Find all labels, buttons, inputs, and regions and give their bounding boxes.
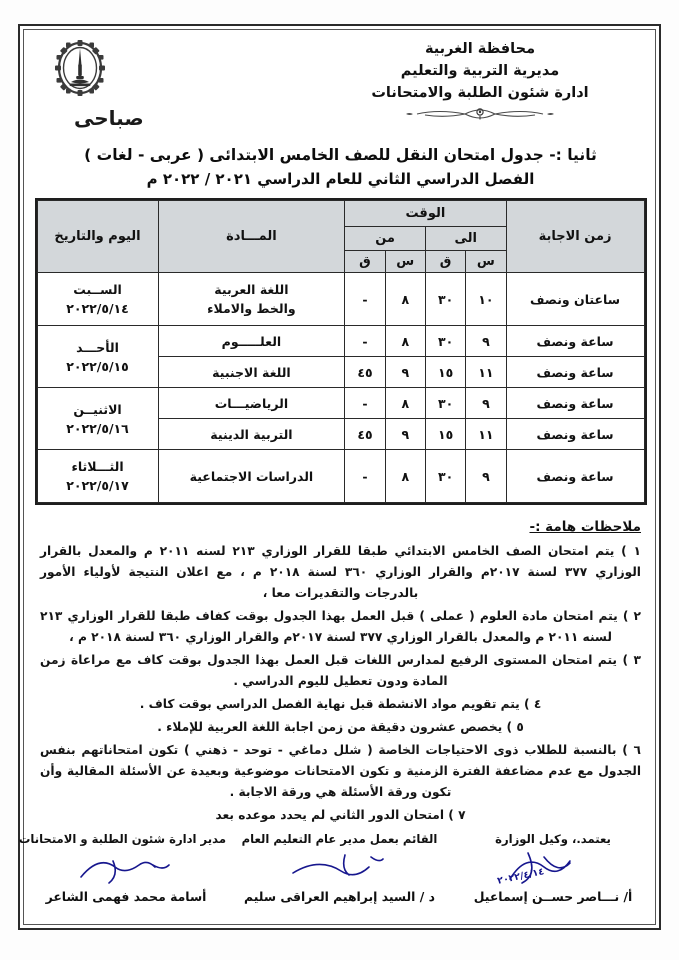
signature-name: د / السيد إبراهيم العراقى سليم [244,889,435,904]
th-time-group: الوقت [345,201,506,227]
signature-role: القائم بعمل مدير عام التعليم العام [241,832,438,846]
signature-row [18,832,653,904]
cell-to-hour: ١١ [466,419,506,450]
notes-title: ملاحظات هامة :- [529,519,641,535]
th-from: من [345,227,426,251]
table-row [37,450,644,503]
cell-subject [158,357,345,388]
table-head [37,201,644,273]
governorate-line: محافظة الغربية [424,41,536,57]
th-to: الى [425,227,506,251]
directorate-line: مديرية التربية والتعليم [400,63,560,79]
signature-block [240,832,440,904]
cell-from-minute: ٤٥ [345,419,385,450]
cell-subject [158,388,345,419]
exam-schedule-table [37,200,645,503]
day-name: الســبت [73,282,122,297]
logo-area [48,36,144,130]
signature-role: يعتمد.، وكيل الوزارة [495,832,611,846]
schedule-table-wrapper [35,198,647,505]
th-from-minute: ق [345,251,385,273]
cell-from-minute: - [345,388,385,419]
th-to-minute: ق [425,251,465,273]
cell-from-minute: ٤٥ [345,357,385,388]
table-row [37,273,644,326]
cell-answer-time: ساعة ونصف [506,326,644,357]
subject-line-1: الدراسات الاجتماعية [189,468,314,484]
signature-block [453,832,653,904]
cell-to-hour: ٩ [466,388,506,419]
cell-answer-time: ساعة ونصف [506,388,644,419]
cell-day-date [37,273,158,326]
note-item: ٦ ) بالنسبة للطلاب ذوى الاحتياجات الخاصة ( شلل دماغي - توحد - ذهني ) تكون امتحاناتهم بنفس الجدول مع عدم مضاعفة الفترة الزمنية و تكون الامتحانات موضوعية وبعيدة عن الأسئلة المقالية وأن تكون ورقة الأسئلة هي ورقة الاجابة . [40,743,641,799]
cell-from-hour: ٩ [385,419,425,450]
cell-from-minute: - [345,273,385,326]
cell-answer-time: ساعتان ونصف [506,273,644,326]
notes-list [34,541,647,826]
day-date: ٢٠٢٢/٥/١٤ [66,301,129,316]
gear-emblem-icon [48,36,112,104]
cell-answer-time: ساعة ونصف [506,357,644,388]
subject-line-1: التربية الدينية [210,426,293,442]
table-row [37,326,644,357]
note-item: ٥ ) يخصص عشرون دقيقة من زمن اجابة اللغة العربية للإملاء . [157,720,524,734]
note-item: ٢ ) يتم امتحان مادة العلوم ( عملى ) قبل العمل بهذا الجدول بوقت كفاف طبقا للقرار الوزاري ٢١٣ لسنه ٢٠١١ م والمعدل بالقرار الوزاري ٣٧٧ لسنة ٢٠١٧م والقرار الوزاري ٣٦٠ لسنة ٢٠١٨ م ، [40,609,641,644]
day-name: الاثنيــن [73,401,122,417]
decorative-flourish-icon [335,105,625,121]
signature-mark-icon [453,847,653,889]
notes-section [34,519,647,826]
th-subject: المـــادة [158,201,345,273]
table-body [37,273,644,503]
day-date: ٢٠٢٢/٥/١٧ [66,478,129,493]
note-item: ٣ ) يتم امتحان المستوى الرفيع لمدارس اللغات قبل العمل بهذا الجدول بوقت كاف مع مراعاة زمن المادة ودون تعطيل لليوم الدراسي . [40,653,641,688]
cell-day-date [37,388,158,450]
shift-label: صباحى [74,106,144,130]
page-title: ثانيا :- جدول امتحان النقل للصف الخامس الابتدائى ( عربى - لغات ) [84,146,597,164]
day-name: الأحـــد [76,339,119,355]
cell-day-date [37,326,158,388]
cell-day-date [37,450,158,503]
signature-date: ٢٠٢٢/٤/١٤ [496,866,546,887]
cell-to-hour: ٩ [466,326,506,357]
page-subtitle: الفصل الدراسي الثاني للعام الدراسي ٢٠٢١ / ٢٠٢٢ م [146,170,535,188]
signature-block [18,832,226,904]
cell-to-hour: ١٠ [466,273,506,326]
cell-answer-time: ساعة ونصف [506,450,644,503]
note-item: ٤ ) يتم تقويم مواد الانشطة قبل نهاية الفصل الدراسي بوقت كاف . [139,697,542,711]
subject-line-1: اللغة الاجنبية [212,364,291,380]
department-line: ادارة شئون الطلبة والامتحانات [371,85,589,101]
ministry-heading [335,38,625,121]
cell-from-hour: ٩ [385,357,425,388]
th-from-hour: س [385,251,425,273]
table-row [37,388,644,419]
page-content [28,32,653,828]
cell-answer-time: ساعة ونصف [506,419,644,450]
masthead [28,32,653,144]
subject-line-1: العلـــــوم [221,333,282,349]
cell-to-minute: ٣٠ [425,273,465,326]
signature-mark-icon [240,847,440,889]
cell-to-minute: ١٥ [425,419,465,450]
cell-from-minute: - [345,326,385,357]
day-date: ٢٠٢٢/٥/١٦ [66,420,129,436]
note-item: ١ ) يتم امتحان الصف الخامس الابتدائي طبقا للقرار الوزاري ٢١٣ لسنه ٢٠١١ م والمعدل بالقرار الوزاري ٣٧٧ لسنة ٢٠١٧م والقرار الوزاري ٣٦٠ لسنة ٢٠١٨ م ، مع اعلان النتيجة لأولياء الأمور بالدرجات والتقديرات معا ، [40,544,641,600]
cell-from-hour: ٨ [385,326,425,357]
note-item: ٧ ) امتحان الدور الثاني لم يحدد موعده بعد [215,808,466,822]
cell-subject [158,273,345,326]
cell-to-minute: ٣٠ [425,326,465,357]
th-day-date: اليوم والتاريخ [37,201,158,273]
cell-subject [158,419,345,450]
cell-from-hour: ٨ [385,450,425,503]
day-date: ٢٠٢٢/٥/١٥ [66,358,129,374]
signature-name: أسامة محمد فهمى الشاعر [45,889,207,904]
cell-subject [158,450,345,503]
signature-mark-icon [26,847,226,889]
subject-line-2: والخط والاملاء [207,301,296,316]
cell-to-hour: ١١ [466,357,506,388]
th-to-hour: س [466,251,506,273]
signature-role: مدير ادارة شئون الطلبة و الامتحانات [18,832,226,846]
cell-to-minute: ٣٠ [425,388,465,419]
cell-to-minute: ١٥ [425,357,465,388]
signature-name: أ/ نـــاصر حســن إسماعيل [473,889,633,904]
cell-from-hour: ٨ [385,388,425,419]
subject-line-1: اللغة العربية [214,282,289,297]
th-answer-time: زمن الاجابة [506,201,644,273]
cell-to-minute: ٣٠ [425,450,465,503]
page-border [18,24,661,930]
cell-from-hour: ٨ [385,273,425,326]
subject-line-1: الرياضيـــات [214,395,289,411]
cell-subject [158,326,345,357]
cell-from-minute: - [345,450,385,503]
cell-to-hour: ٩ [466,450,506,503]
day-name: الثـــلاثاء [71,459,124,474]
